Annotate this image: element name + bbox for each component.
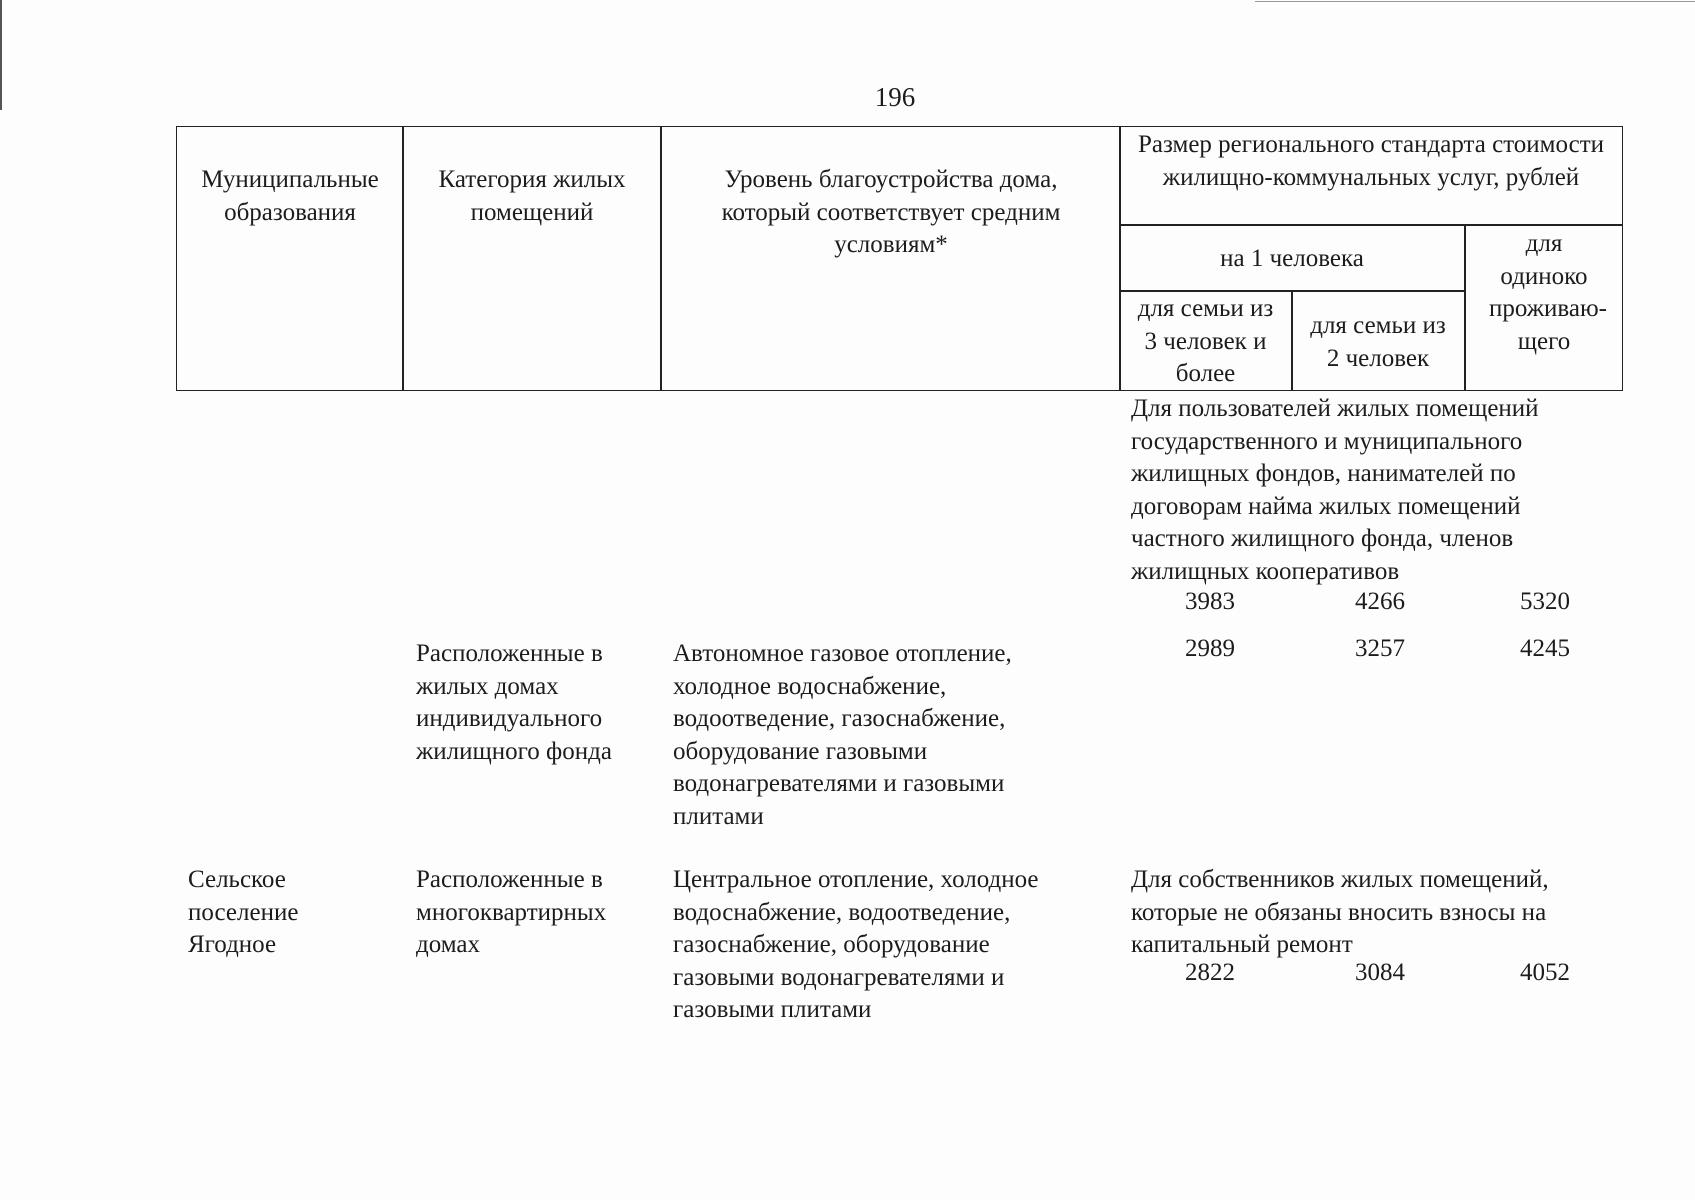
row-divider — [1119, 224, 1623, 226]
value-family2: 3084 — [1355, 959, 1405, 986]
page-number: 196 — [874, 82, 916, 112]
header-municipal: Муниципальные образования — [201, 166, 379, 226]
header-family2: для семьи из 2 человек — [1310, 312, 1446, 372]
value-single: 4245 — [1520, 635, 1570, 662]
column-divider — [402, 126, 404, 391]
value-family2: 4266 — [1355, 588, 1405, 615]
column-divider — [1464, 224, 1466, 391]
header-level: Уровень благоустройства дома, который соответствует средним условиям* — [721, 166, 1061, 258]
value-family2: 3257 — [1355, 635, 1405, 662]
value-single: 5320 — [1520, 588, 1570, 615]
header-per-person: на 1 человека — [1220, 245, 1364, 272]
value-family3: 3983 — [1185, 588, 1235, 615]
column-divider — [660, 126, 662, 391]
header-standard: Размер регионального стандарта стоимости жилищно-коммунальных услуг, рублей — [1137, 131, 1605, 191]
header-category: Категория жилых помещений — [438, 166, 626, 226]
value-family3: 2989 — [1185, 635, 1235, 662]
column-divider — [1291, 290, 1293, 391]
header-family3: для семьи из 3 человек и более — [1137, 295, 1274, 387]
header-single: для одиноко проживаю-щего — [1489, 230, 1607, 355]
column-divider — [1119, 126, 1121, 391]
value-family3: 2822 — [1185, 959, 1235, 986]
value-single: 4052 — [1520, 959, 1570, 986]
scan-edge — [1255, 1, 1695, 2]
